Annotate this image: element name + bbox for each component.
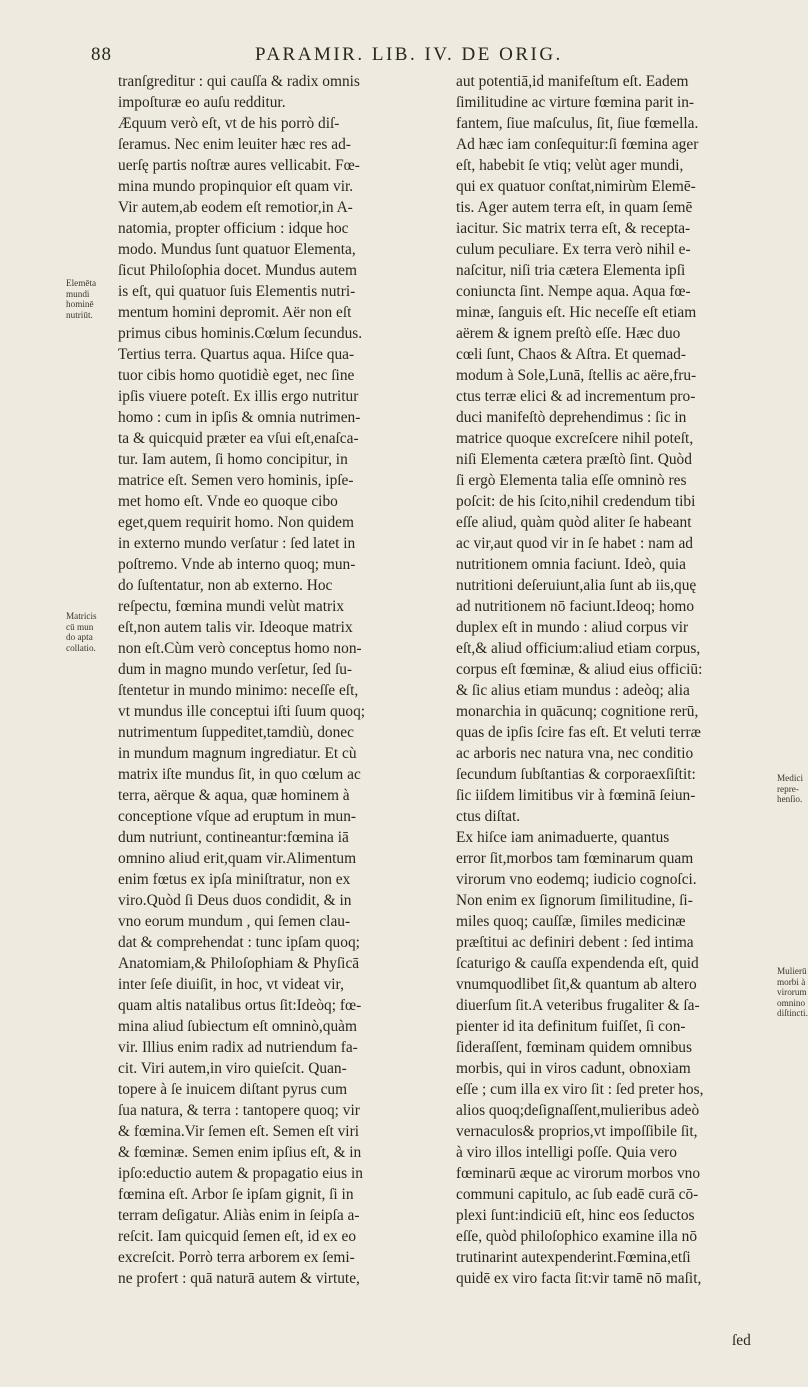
text-line: vt mundus ille conceptui iſti ſuum quoq; — [118, 703, 366, 720]
text-line: mentum homini depromit. Aër non eſt — [118, 304, 352, 321]
marginal-note-line: virorum — [777, 987, 807, 997]
text-line: ta & quicquid præter ea vſui eſt,enaſca- — [118, 430, 359, 447]
marginal-note-line: hominē — [66, 299, 94, 309]
text-line: cit. Viri autem,in viro quieſcit. Quan- — [118, 1060, 347, 1077]
text-line: eſt,non autem talis vir. Ideoque matrix — [118, 619, 353, 636]
text-line: inter ſeſe diuiſit, in hoc, vt videat vir, — [118, 976, 344, 993]
text-line: met homo eſt. Vnde eo quoque cibo — [118, 493, 338, 510]
text-line: pienter id ita definitum fuiſſet, ſi con- — [456, 1018, 686, 1035]
text-line: vno eorum mundum , qui ſemen clau- — [118, 913, 351, 930]
text-line: Ex hiſce iam animaduerte, quantus — [456, 829, 670, 846]
text-line: homo : cum in ipſis & omnia nutrimen- — [118, 409, 361, 426]
text-line: ſua natura, & terra : tantopere quoq; vir — [118, 1102, 360, 1119]
text-line: excreſcit. Porrò terra arborem ex ſemi- — [118, 1249, 355, 1266]
text-line: nutrimentum ſuppeditet,tamdiù, donec — [118, 724, 354, 741]
text-line: tuor cibis homo quotidiè eget, nec ſine — [118, 367, 355, 384]
text-line: vernaculos& proprios,vt impoſſibile ſit, — [456, 1123, 698, 1140]
text-line: præſtitui ac definiri debent : ſed intima — [456, 934, 694, 951]
text-line: diuerſum ſit.A veteribus frugaliter & ſa- — [456, 997, 700, 1014]
text-line: nutritioni deſeruiunt,alia ſunt ab iis,quę — [456, 577, 697, 594]
text-line: coniuncta ſint. Nempe aqua. Aqua fœ- — [456, 283, 691, 300]
marginal-note-line: Mulierū — [777, 966, 807, 976]
text-line: do ſuſtentatur, non ab externo. Hoc — [118, 577, 333, 594]
marginal-note-line: omnino — [777, 997, 806, 1008]
text-line: ſecundum ſubſtantias & corporaexſiſtit: — [456, 766, 696, 783]
text-line: eſt, habebit ſe vtiq; velùt ager mundi, — [456, 157, 684, 174]
text-line: ſi ergò Elementa talia eſſe omninò res — [456, 472, 687, 489]
text-line: reſcit. Iam quicquid ſemen eſt, id ex eo — [118, 1228, 357, 1245]
text-line: ipſis viuere poteſt. Ex illis ergo nutritur — [118, 388, 359, 405]
text-line: vnumquodlibet ſit,& quantum ab altero — [456, 976, 697, 993]
text-line: qui ex quatuor conſtat,nimirùm Elemē- — [456, 178, 696, 195]
text-line: matrice eſt. Semen vero hominis, ipſe- — [118, 472, 354, 489]
text-line: Tertius terra. Quartus aqua. Hiſce qua- — [118, 346, 355, 363]
text-line: ſtentetur in mundo minimo: neceſſe eſt, — [118, 682, 359, 699]
text-line: modum à Sole,Lunā, ſtellis ac aëre,fru- — [456, 367, 697, 384]
text-line: dat & comprehendat : tunc ipſam quoq; — [118, 934, 360, 951]
marginal-note-line: mundi — [66, 288, 90, 299]
marginal-note-line: repre- — [777, 783, 799, 794]
marginal-note-matrix — [66, 611, 97, 653]
marginal-note-diseases — [777, 966, 808, 1019]
text-line: corpus eſt fœminæ, & aliud eius officiū: — [456, 661, 703, 678]
text-line: ſcaturigo & cauſſa expendenda eſt, quid — [456, 955, 699, 972]
marginal-note-line: henſio. — [777, 794, 803, 804]
text-line: ad nutritionem nō faciunt.Ideoq; homo — [456, 598, 695, 615]
text-line: ſeramus. Nec enim leuiter hæc res ad- — [118, 136, 351, 153]
text-line: alios quoq;deſignaſſent,mulieribus adeò — [456, 1102, 700, 1119]
text-line: à viro illos intelligi poſſe. Quia vero — [456, 1144, 677, 1161]
text-line: ipſo:eductio autem & propagatio eius in — [118, 1165, 363, 1182]
text-line: mina mundo propinquior eſt quam vir. — [118, 178, 354, 195]
text-line: duci manifeſtò deprehendimus : ſic in — [456, 409, 687, 426]
text-line: fœmina eſt. Arbor ſe ipſam gignit, ſi in — [118, 1186, 354, 1203]
marginal-note-physicians — [777, 773, 803, 805]
text-line: & fœminæ. Semen enim ipſius eſt, & in — [118, 1144, 362, 1161]
marginal-note-line: do apta — [66, 632, 93, 642]
text-line: ſicut Philoſophia docet. Mundus autem — [118, 262, 357, 279]
text-line: culum peculiare. Ex terra verò nihil e- — [456, 241, 691, 258]
text-line: quidē ex viro facta ſit:vir tamē nō maſit, — [456, 1270, 702, 1287]
text-line: quas de ipſis ſcire fas eſt. Et veluti terræ — [456, 724, 701, 741]
text-line: omnino aliud erit,quam vir.Alimentum — [118, 850, 357, 867]
text-line: eget,quem requirit homo. Non quidem — [118, 514, 354, 531]
text-line: poſtremo. Vnde ab interno quoq; mun- — [118, 556, 356, 573]
text-line: monarchia in quācunq; cognitione rerū, — [456, 703, 699, 720]
marginal-note-line: Medici — [777, 773, 804, 783]
marginal-note-line: Elemēta — [66, 278, 97, 288]
text-line: Anatomiam,& Philoſophiam & Phyſicā — [118, 955, 360, 972]
text-line: miles quoq; cauſſæ, ſimiles medicinæ — [456, 913, 686, 930]
marginal-note-line: morbi à — [777, 976, 806, 987]
text-line: naſcitur, niſi tria cætera Elementa ipſi — [456, 262, 686, 279]
text-line: Non enim ex ſignorum ſimilitudine, ſi- — [456, 892, 693, 909]
text-line: communi capitulo, ac ſub eadē curā cō- — [456, 1186, 699, 1203]
text-line: iacitur. Sic matrix terra eſt, & recepta- — [456, 220, 691, 237]
text-line: fantem, ſiue maſculus, ſit, ſiue fœmella. — [456, 115, 699, 132]
text-line: tis. Ager autem terra eſt, in quam ſemē — [456, 199, 693, 216]
text-line: quam altis natalibus ortus ſit:Ideòq; fœ- — [118, 997, 362, 1014]
text-line: impoſturæ eo auſu redditur. — [118, 94, 286, 111]
text-line: morbis, qui in viros cadunt, obnoxiam — [456, 1060, 691, 1077]
text-line: topere à ſe inuicem diſtant pyrus cum — [118, 1081, 348, 1098]
marginal-note-elements — [66, 278, 96, 320]
marginal-note-line: diſtincti. — [777, 1008, 808, 1018]
text-line: uerſę partis noſtræ aures vellicabit. Fœ- — [118, 157, 360, 174]
text-line: matrix iſte mundus ſit, in quo cœlum ac — [118, 766, 361, 783]
text-line: ac vir,aut quod vir in ſe habet : nam ad — [456, 535, 694, 552]
text-line: eſt,& aliud officium:aliud etiam corpus, — [456, 640, 701, 657]
text-line: mina aliud ſubiectum eſt omninò,quàm — [118, 1018, 357, 1035]
right-text-column — [456, 71, 776, 1289]
text-line: ſimilitudine ac virture fœmina parit in- — [456, 94, 695, 111]
text-line: aërem & ignem preſtò eſſe. Hæc duo — [456, 325, 681, 342]
text-line: virorum vno eodemq; iudicio cognoſci. — [456, 871, 697, 888]
text-line: & ſic alius etiam mundus : adeòq; alia — [456, 682, 690, 699]
text-line: ctus diſtat. — [456, 808, 521, 825]
text-line: cœli ſunt, Chaos & Aſtra. Et quemad- — [456, 346, 686, 363]
running-header — [0, 44, 800, 70]
text-line: dum in magno mundo verſetur, ſed ſu- — [118, 661, 353, 678]
text-line: & fœmina.Vir ſemen eſt. Semen eſt viri — [118, 1123, 359, 1140]
text-line: primus cibus hominis.Cœlum ſecundus. — [118, 325, 363, 342]
text-line: in externo mundo verſatur : ſed latet in — [118, 535, 356, 552]
text-line: eſſe ; cum illa ex viro ſit : ſed preter hos, — [456, 1081, 704, 1098]
text-line: ac arboris nec natura vna, nec conditio — [456, 745, 694, 762]
marginal-note-line: collatio. — [66, 642, 96, 653]
marginal-note-line: cū mun — [66, 621, 94, 632]
text-line: natomia, propter officium : idque hoc — [118, 220, 349, 237]
text-line: error ſit,morbos tam fœminarum quam — [456, 850, 694, 867]
text-line: viro.Quòd ſi Deus duos condidit, & in — [118, 892, 352, 909]
catchword: ſed — [732, 1332, 751, 1349]
text-line: ſic iiſdem limitibus vir à fœminā ſeiun- — [456, 787, 696, 804]
text-line: in mundum magnum ingrediatur. Et cù — [118, 745, 357, 762]
text-line: terram deſigatur. Aliàs enim in ſeipſa a- — [118, 1207, 360, 1224]
marginal-note-line: Matricis — [66, 611, 97, 621]
text-line: enim fœtus ex ipſa miniſtratur, non ex — [118, 871, 351, 888]
text-line: matrice quoque excreſcere nihil poteſt, — [456, 430, 694, 447]
running-title: PARAMIR. LIB. IV. DE ORIG. — [255, 44, 563, 65]
text-line: minæ, ſanguis eſt. Hic neceſſe eſt etiam — [456, 304, 697, 321]
text-line: eſſe, quòd philoſophico examine illa nō — [456, 1228, 698, 1245]
text-line: nutritionem omnia faciunt. Ideò, quia — [456, 556, 686, 573]
text-line: trutinarint autexpenderint.Fœmina,etſi — [456, 1249, 691, 1266]
text-line: ſideraſſent, fœminam quidem omnibus — [456, 1039, 692, 1056]
text-line: dum nutriunt, contineantur:fœmina iā — [118, 829, 349, 846]
text-line: tur. Iam autem, ſi homo concipitur, in — [118, 451, 348, 468]
text-line: duplex eſt in mundo : aliud corpus vir — [456, 619, 689, 636]
text-line: modo. Mundus ſunt quatuor Elementa, — [118, 241, 356, 258]
text-line: terra, aërque & aqua, quæ hominem à — [118, 787, 350, 804]
text-line: ne profert : quā naturā autem & virtute, — [118, 1270, 360, 1287]
text-line: Ad hæc iam conſequitur:ſi fœmina ager — [456, 136, 699, 153]
marginal-note-line: nutriūt. — [66, 309, 93, 320]
text-line: niſi Elementa cætera præſtò ſint. Quòd — [456, 451, 692, 468]
text-line: non eſt.Cùm verò conceptus homo non- — [118, 640, 362, 657]
text-line: fœminarū æque ac virorum morbos vno — [456, 1165, 701, 1182]
text-line: poſcit: de his ſcito,nihil credendum tibi — [456, 493, 696, 510]
text-line: tranſgreditur : qui cauſſa & radix omnis — [118, 73, 360, 90]
text-line: reſpectu, fœmina mundi velùt matrix — [118, 598, 345, 615]
left-text-column — [118, 71, 434, 1289]
page-number: 88 — [91, 44, 112, 65]
text-line: is eſt, qui quatuor ſuis Elementis nutri- — [118, 283, 356, 300]
text-line: aut potentiā,id manifeſtum eſt. Eadem — [456, 73, 689, 90]
text-line: conceptione vſque ad eruptum in mun- — [118, 808, 357, 825]
text-line: Æquum verò eſt, vt de his porrò diſ- — [118, 115, 340, 132]
text-line: eſſe aliud, quàm quòd aliter ſe habeant — [456, 514, 692, 531]
text-line: Vir autem,ab eodem eſt remotior,in A- — [118, 199, 353, 216]
text-line: plexi ſunt:indiciū eſt, hinc eos ſeductos — [456, 1207, 695, 1224]
text-line: vir. Illius enim radix ad nutriendum fa- — [118, 1039, 358, 1056]
text-line: ctus terræ elici & ad incrementum pro- — [456, 388, 696, 405]
